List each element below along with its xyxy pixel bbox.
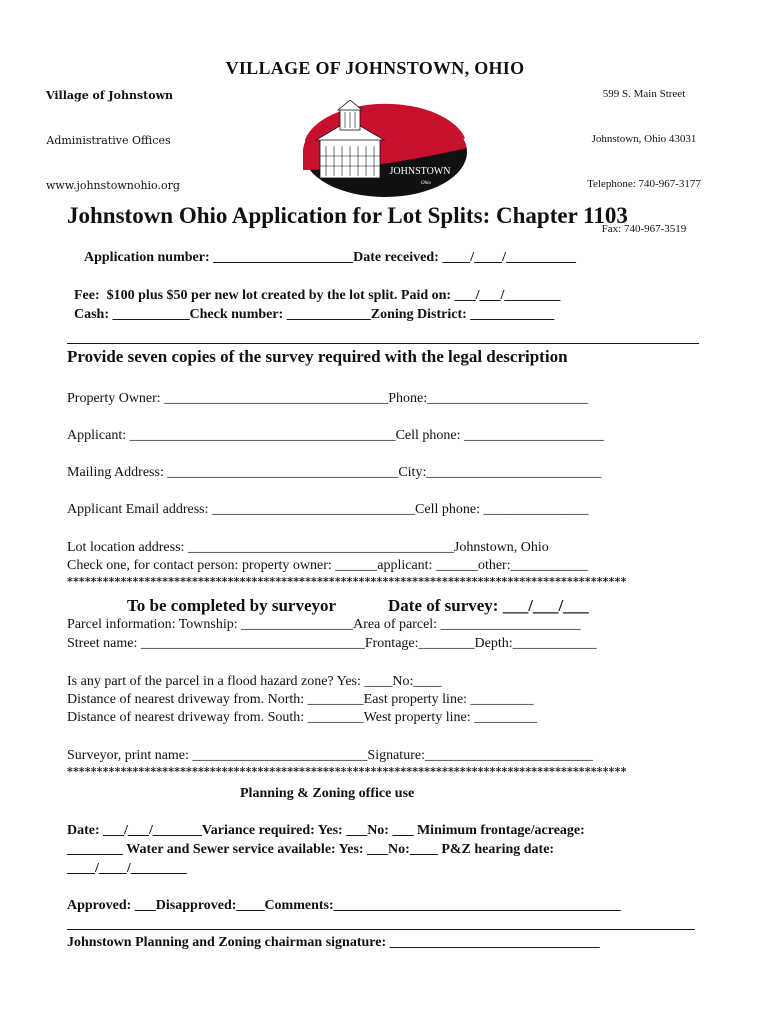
hearing-date-line[interactable]: ____/____/________ [67,861,187,876]
fax: Fax: 740-967-3519 [601,223,687,235]
mailing-address-field[interactable]: Mailing Address: _________________________________City:_________________________ [67,465,602,480]
website-text: www.johnstownohio.org [46,179,180,192]
city-address: Johnstown, Ohio 43031 [591,133,697,145]
divider-line [67,343,699,344]
property-owner-field[interactable]: Property Owner: ________________________________Phone:_______________________ [67,391,589,406]
comments-extra-line [67,929,695,930]
survey-notice: Provide seven copies of the survey required with the legal description [67,347,568,366]
surveyor-heading: To be completed by surveyor [127,596,337,615]
surveyor-name-field[interactable]: Surveyor, print name: _________________________Signature:________________________ [67,748,593,763]
street-name-field[interactable]: Street name: ________________________________Frontage:________Depth:____________ [67,636,597,651]
star-divider: ********************************************************************************************** [67,575,627,588]
logo-text: JOHNSTOWN [389,166,451,177]
office-label: Administrative Offices [46,134,171,147]
telephone: Telephone: 740-967-3177 [587,178,701,190]
parcel-info-field[interactable]: Parcel information: Township: ________________Area of parcel: ____________________ [67,617,581,632]
header-left-block [46,58,180,208]
office-date-line[interactable]: Date: ___/___/_______Variance required: Yes: ___No: ___ Minimum frontage/acreage: [67,823,585,838]
approval-line[interactable]: Approved: ___Disapproved:____Comments:_________________________________________ [67,898,621,913]
office-use-heading: Planning & Zoning office use [240,786,415,801]
center-title: VILLAGE OF JOHNSTOWN, OHIO [225,58,525,78]
applicant-field[interactable]: Applicant: ______________________________________Cell phone: ____________________ [67,428,605,443]
contact-person-field[interactable]: Check one, for contact person: property owner: ______applicant: ______other:___________ [67,558,588,573]
star-divider-2: ********************************************************************************************** [67,765,627,778]
fee-line: Fee: $100 plus $50 per new lot created by the lot split. Paid on: ___/___/________ [74,288,561,303]
village-name: Village of Johnstown [46,89,174,102]
north-distance-field[interactable]: Distance of nearest driveway from. North: ________East property line: _________ [67,692,534,707]
logo-subtext: Ohio [421,181,431,186]
flood-zone-field[interactable]: Is any part of the parcel in a flood hazard zone? Yes: ____No:____ [67,674,442,689]
page-title: Johnstown Ohio Application for Lot Splits: Chapter 1103 [67,203,628,228]
south-distance-field[interactable]: Distance of nearest driveway from. South: ________West property line: _________ [67,710,538,725]
email-field[interactable]: Applicant Email address: _____________________________Cell phone: _______________ [67,502,589,517]
date-of-survey[interactable]: Date of survey: ___/___/___ [388,596,589,615]
application-number-line: Application number: ____________________Date received: ____/____/__________ [84,250,577,265]
water-sewer-line[interactable]: ________ Water and Sewer service available: Yes: ___No:____ P&Z hearing date: [67,842,555,857]
street-address: 599 S. Main Street [602,88,686,100]
lot-location-field[interactable]: Lot location address: ______________________________________Johnstown, Ohio [67,540,549,555]
chairman-signature-line[interactable]: Johnstown Planning and Zoning chairman signature: ______________________________ [67,935,600,950]
village-logo [302,100,469,198]
cash-line: Cash: ___________Check number: ____________Zoning District: ____________ [74,307,555,322]
